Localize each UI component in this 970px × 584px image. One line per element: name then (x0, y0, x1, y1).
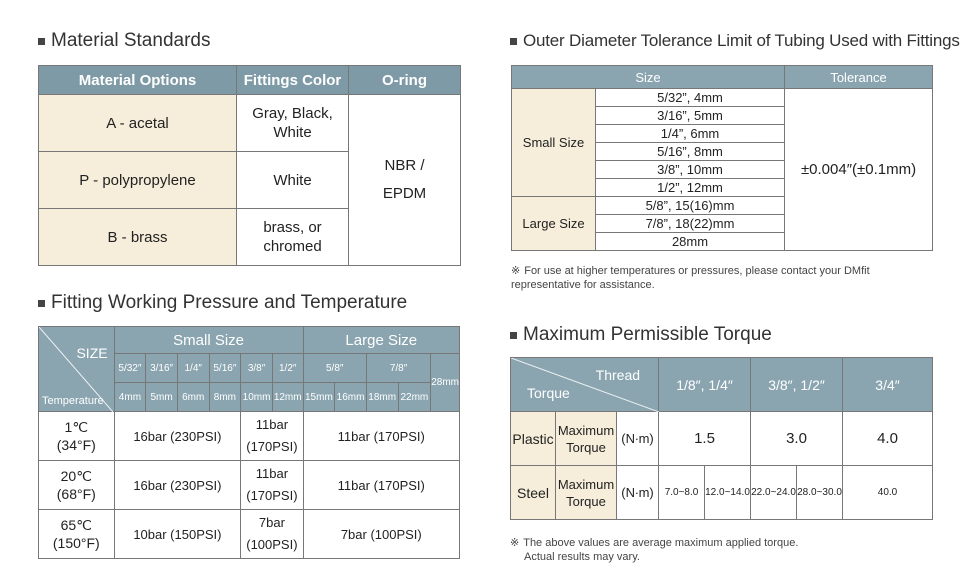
mm-size: 28mm (431, 354, 460, 412)
material-label: Steel (511, 466, 556, 520)
table-header-row (39, 66, 461, 95)
material-standards-title: Material Standards (51, 30, 211, 51)
bullet-square-icon (510, 38, 517, 45)
tolerance-table (511, 65, 933, 251)
size-cell: 5/8”, 15(16)mm (596, 197, 785, 215)
pressure-psi: (170PSI) (246, 439, 298, 454)
thread-torque-corner (511, 358, 659, 412)
inch-size: 5/32″ (114, 354, 146, 383)
mm-size: 6mm (177, 383, 209, 412)
thread-column: 1/8″, 1/4″ (659, 358, 751, 412)
size-cell: 5/16”, 8mm (596, 143, 785, 161)
color-cell: White (237, 152, 349, 209)
temperature-cell (39, 461, 115, 510)
mm-size: 15mm (303, 383, 335, 412)
header-tolerance: Tolerance (785, 66, 933, 89)
temp-c: 1℃ (64, 419, 89, 435)
pressure-cell: 7bar (100PSI) (303, 510, 459, 559)
torque-value: 4.0 (843, 412, 933, 466)
size-cell: 7/8”, 18(22)mm (596, 215, 785, 233)
mm-size: 16mm (335, 383, 367, 412)
temperature-cell (39, 510, 115, 559)
color-cell: brass, or chromed (237, 209, 349, 266)
torque-heading (510, 324, 772, 346)
thread-column: 3/8″, 1/2″ (751, 358, 843, 412)
tolerance-note-text: For use at higher temperatures or pressures, please contact your DMfit representative for assistance. (511, 265, 870, 291)
pressure-cell: 16bar (230PSI) (114, 461, 241, 510)
max-torque-label: Maximum Torque (556, 466, 617, 520)
unit-label: (N∙m) (617, 412, 659, 466)
table-row (511, 466, 933, 520)
material-cell: P - polypropylene (39, 152, 237, 209)
inch-size: 5/8″ (303, 354, 366, 383)
torque-note-line2: Actual results may vary. (524, 551, 640, 563)
pressure-cell (241, 412, 303, 461)
note-mark-icon: ※ (510, 537, 520, 549)
table-row (39, 510, 460, 559)
torque-note-line1: The above values are average maximum applied torque. (523, 537, 799, 549)
size-cell: 1/4”, 6mm (596, 125, 785, 143)
torque-value: 40.0 (843, 466, 933, 520)
material-label: Plastic (511, 412, 556, 466)
pressure-table (38, 326, 460, 559)
large-size-header: Large Size (303, 327, 459, 354)
torque-header-row (511, 358, 933, 412)
table-header-row (512, 66, 933, 89)
table-row (39, 95, 461, 152)
color-cell: Gray, Black, White (237, 95, 349, 152)
table-row (511, 412, 933, 466)
material-cell: B - brass (39, 209, 237, 266)
note-mark-icon: ※ (511, 265, 521, 277)
torque-value: 7.0~8.0 (659, 466, 705, 520)
temperature-cell (39, 412, 115, 461)
size-temperature-corner (39, 327, 115, 412)
torque-value: 22.0~24.0 (751, 466, 797, 520)
inch-size: 1/4″ (177, 354, 209, 383)
small-size-label: Small Size (512, 89, 596, 197)
torque-note (510, 536, 930, 564)
mm-size: 5mm (146, 383, 178, 412)
mm-size: 4mm (114, 383, 146, 412)
inch-size: 5/16″ (209, 354, 241, 383)
pressure-psi: (170PSI) (246, 488, 298, 503)
pressure-title: Fitting Working Pressure and Temperature (51, 292, 408, 313)
torque-value: 28.0~30.0 (797, 466, 843, 520)
tolerance-value: ±0.004″(±0.1mm) (785, 89, 933, 251)
thread-column: 3/4″ (843, 358, 933, 412)
size-cell: 3/16”, 5mm (596, 107, 785, 125)
mm-size: 8mm (209, 383, 241, 412)
size-label: SIZE (76, 345, 108, 361)
bullet-square-icon (510, 332, 517, 339)
size-cell: 3/8”, 10mm (596, 161, 785, 179)
pressure-bar: 11bar (255, 417, 289, 432)
tolerance-title: Outer Diameter Tolerance Limit of Tubing Used with Fittings (523, 31, 960, 50)
large-size-label: Large Size (512, 197, 596, 251)
pressure-cell (241, 461, 303, 510)
pressure-cell (241, 510, 303, 559)
torque-value: 1.5 (659, 412, 751, 466)
small-size-header: Small Size (114, 327, 303, 354)
header-oring: O-ring (349, 66, 461, 95)
torque-label: Torque (527, 385, 570, 401)
tolerance-note (511, 264, 936, 292)
mm-size: 18mm (366, 383, 398, 412)
inch-size: 7/8″ (366, 354, 430, 383)
size-cell: 5/32”, 4mm (596, 89, 785, 107)
material-standards-heading (38, 30, 210, 52)
oring-cell: NBR / EPDM (349, 95, 461, 266)
pressure-psi: (100PSI) (246, 537, 298, 552)
mm-size: 22mm (398, 383, 431, 412)
max-torque-label: Maximum Torque (556, 412, 617, 466)
torque-table (510, 357, 933, 520)
inch-size: 3/16″ (146, 354, 178, 383)
size-cell: 1/2”, 12mm (596, 179, 785, 197)
torque-title: Maximum Permissible Torque (523, 324, 772, 345)
pressure-bar: 7bar (258, 515, 285, 530)
torque-value: 12.0~14.0 (705, 466, 751, 520)
pressure-cell: 10bar (150PSI) (114, 510, 241, 559)
pressure-header-row (39, 327, 460, 354)
temp-c: 65℃ (60, 517, 92, 533)
table-row (39, 461, 460, 510)
bullet-square-icon (38, 38, 45, 45)
pressure-cell: 11bar (170PSI) (303, 461, 459, 510)
inch-size: 3/8″ (241, 354, 273, 383)
bullet-square-icon (38, 300, 45, 307)
pressure-cell: 11bar (170PSI) (303, 412, 459, 461)
unit-label: (N∙m) (617, 466, 659, 520)
temp-f: (34°F) (56, 437, 96, 453)
inch-size: 1/2″ (272, 354, 303, 383)
tolerance-heading (510, 31, 960, 51)
pressure-bar: 11bar (255, 466, 289, 481)
table-row (512, 89, 933, 107)
header-material-options: Material Options (39, 66, 237, 95)
size-cell: 28mm (596, 233, 785, 251)
torque-value: 3.0 (751, 412, 843, 466)
header-size: Size (512, 66, 785, 89)
temperature-label: Temperature (42, 395, 104, 407)
thread-label: Thread (595, 367, 641, 383)
mm-size: 12mm (272, 383, 303, 412)
pressure-heading (38, 292, 407, 314)
material-standards-table (38, 65, 461, 266)
mm-size: 10mm (241, 383, 273, 412)
temp-f: (68°F) (56, 486, 96, 502)
table-row (39, 412, 460, 461)
header-fittings-color: Fittings Color (237, 66, 349, 95)
temp-c: 20℃ (60, 468, 92, 484)
temp-f: (150°F) (52, 535, 100, 551)
material-cell: A - acetal (39, 95, 237, 152)
pressure-cell: 16bar (230PSI) (114, 412, 241, 461)
